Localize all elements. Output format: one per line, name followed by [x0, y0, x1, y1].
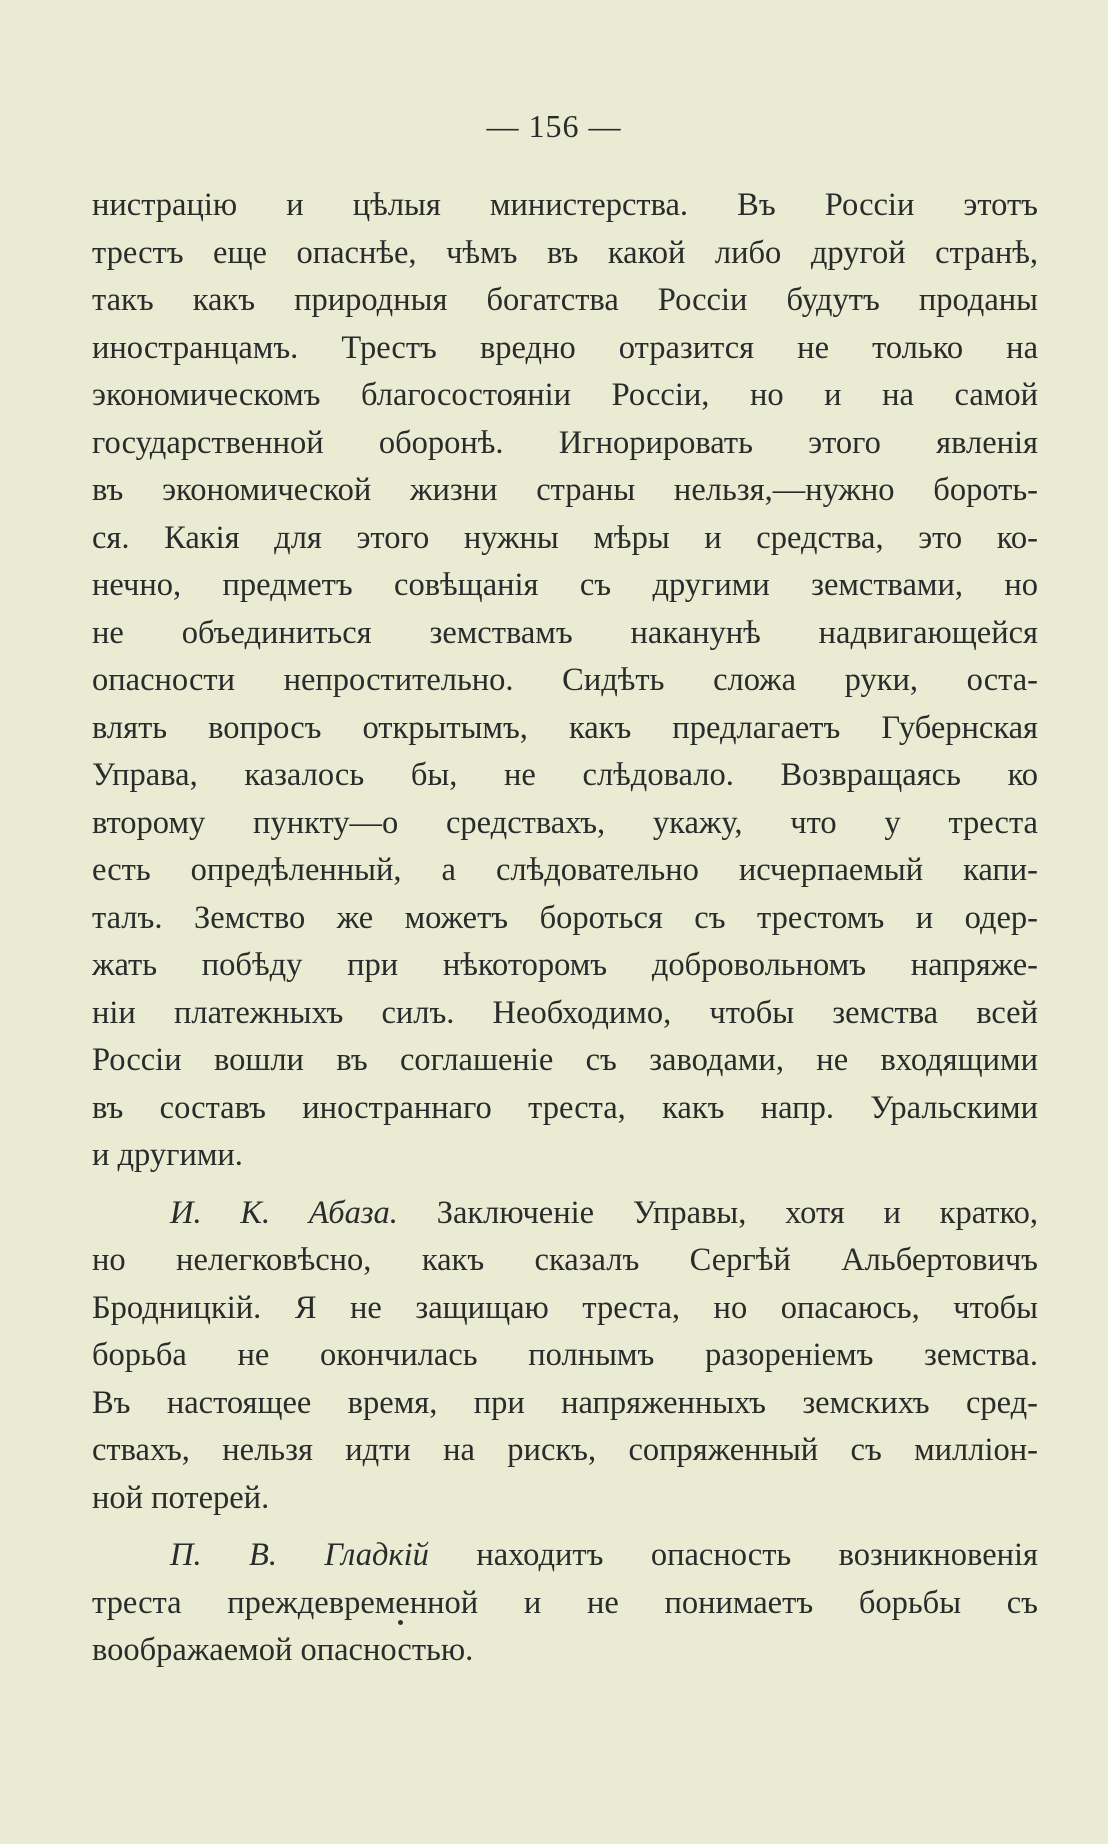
text-line: иностранцамъ. Трестъ вредно отразится не только на — [92, 329, 1038, 366]
text-line: Въ настоящее время, при напряженныхъ земскихъ сред- — [92, 1384, 1038, 1421]
speech-text: находитъ опасность возникновенія — [476, 1537, 1038, 1573]
paragraph-gap — [92, 1180, 1038, 1190]
text-line: Бродницкій. Я не защищаю треста, но опасаюсь, чтобы — [92, 1289, 1038, 1326]
text-line: воображаемой опасностью. — [92, 1632, 474, 1668]
text-line: ніи платежныхъ силъ. Необходимо, чтобы земства всей — [92, 994, 1038, 1031]
text-line: борьба не окончилась полнымъ разореніемъ земства. — [92, 1337, 1038, 1373]
text-line: второму пункту—о средствахъ, укажу, что у треста — [92, 804, 1038, 841]
paragraph-gap — [92, 1522, 1038, 1532]
speaker-name: И. К. Абаза. — [170, 1194, 398, 1231]
text-line: и другими. — [92, 1137, 243, 1173]
text-line: ной потерей. — [92, 1479, 270, 1516]
text-line: ся. Какія для этого нужны мѣры и средства, это ко- — [92, 519, 1038, 556]
text-line: экономическомъ благосостояніи Россіи, но и на самой — [92, 377, 1038, 413]
text-line: опасности непростительно. Сидѣть сложа руки, оста- — [92, 662, 1038, 698]
text-line: въ составъ иностраннаго треста, какъ напр. Уральскими — [92, 1089, 1038, 1126]
text-line: треста преждевременной и не понимаетъ борьбы съ — [92, 1584, 1038, 1621]
text-line: нистрацію и цѣлыя министерства. Въ Россіи этотъ — [92, 187, 1038, 223]
paragraph-1 — [92, 182, 1038, 1180]
text-line: въ экономической жизни страны нельзя,—нужно бороть- — [92, 472, 1038, 508]
text-line: трестъ еще опаснѣе, чѣмъ въ какой либо другой странѣ, — [92, 234, 1038, 271]
page-number: — 156 — — [486, 108, 622, 144]
text-line: жать побѣду при нѣкоторомъ добровольномъ напряже- — [92, 947, 1038, 983]
text-line: ствахъ, нельзя идти на рискъ, сопряженный съ милліон- — [92, 1432, 1038, 1468]
text-line — [92, 1190, 1038, 1238]
speaker-name: П. В. Гладкій — [170, 1537, 429, 1573]
text-line: нечно, предметъ совѣщанія съ другими земствами, но — [92, 567, 1038, 603]
text-line — [92, 1532, 1038, 1580]
ink-dot — [398, 1620, 403, 1625]
text-line: но нелегковѣсно, какъ сказалъ Сергѣй Альбертовичъ — [92, 1242, 1038, 1278]
speech-text: Заключеніе Управы, хотя и кратко, — [436, 1194, 1038, 1231]
paragraph-2 — [92, 1190, 1038, 1523]
text-line: государственной оборонѣ. Игнорировать этого явленія — [92, 424, 1038, 461]
body-text — [92, 182, 1038, 1675]
paragraph-3 — [92, 1532, 1038, 1675]
text-line: талъ. Земство же можетъ бороться съ трестомъ и одер- — [92, 899, 1038, 936]
text-line: Россіи вошли въ соглашеніе съ заводами, не входящими — [92, 1042, 1038, 1078]
text-line: есть опредѣленный, а слѣдовательно исчерпаемый капи- — [92, 852, 1038, 888]
text-line: влять вопросъ открытымъ, какъ предлагаетъ Губернская — [92, 709, 1038, 746]
text-line: такъ какъ природныя богатства Россіи будутъ проданы — [92, 282, 1038, 318]
text-line: не объединиться земствамъ наканунѣ надвигающейся — [92, 614, 1038, 651]
text-line: Управа, казалось бы, не слѣдовало. Возвращаясь ко — [92, 757, 1038, 793]
